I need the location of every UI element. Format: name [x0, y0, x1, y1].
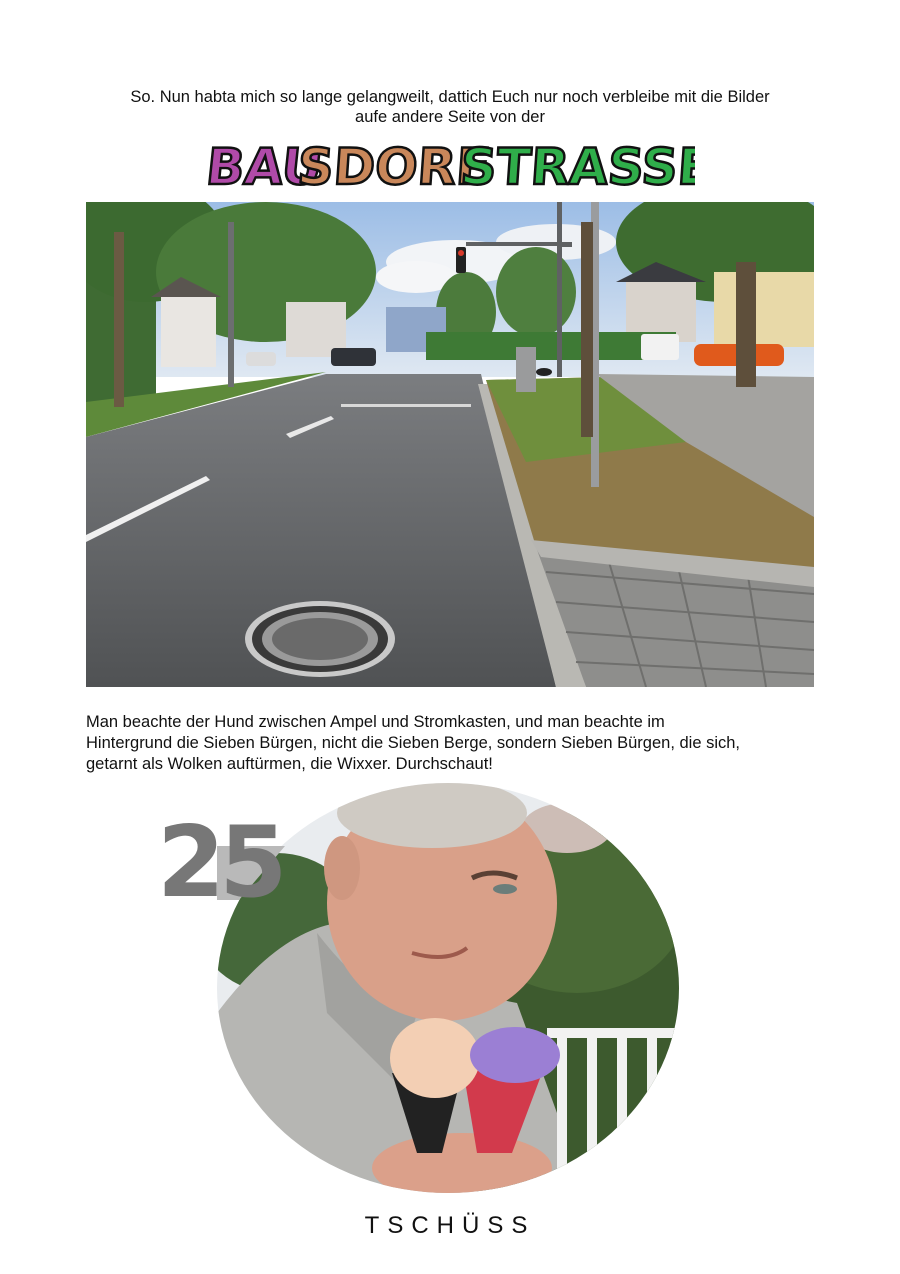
street-photo — [86, 202, 814, 687]
caption-line-1: Man beachte der Hund zwischen Ampel und Stromkasten, und man beachte im — [86, 713, 665, 731]
svg-text:STRASSE: STRASSE — [458, 138, 695, 196]
intro-line-2: aufe andere Seite von der — [355, 108, 545, 126]
svg-text:BAU: BAU — [205, 137, 326, 196]
intro-line-1: So. Nun habta mich so lange gelangweilt, dattich Euch nur noch verbleibe mit die Bilder — [130, 88, 770, 106]
intro-text — [80, 87, 820, 127]
graffiti-logo — [205, 134, 695, 196]
caption-line-3: getarnt als Wolken auftürmen, die Wixxer. Durchschaut! — [86, 755, 493, 773]
farewell-text: TSCHÜSS — [364, 1212, 536, 1239]
svg-text:SDORF: SDORF — [295, 138, 493, 196]
badge-number: 25 — [157, 806, 282, 902]
caption-text — [86, 712, 826, 775]
caption-line-2: Hintergrund die Sieben Bürgen, nicht die Sieben Berge, sondern Sieben Bürgen, die sich, — [86, 734, 741, 752]
number-badge — [157, 806, 287, 902]
